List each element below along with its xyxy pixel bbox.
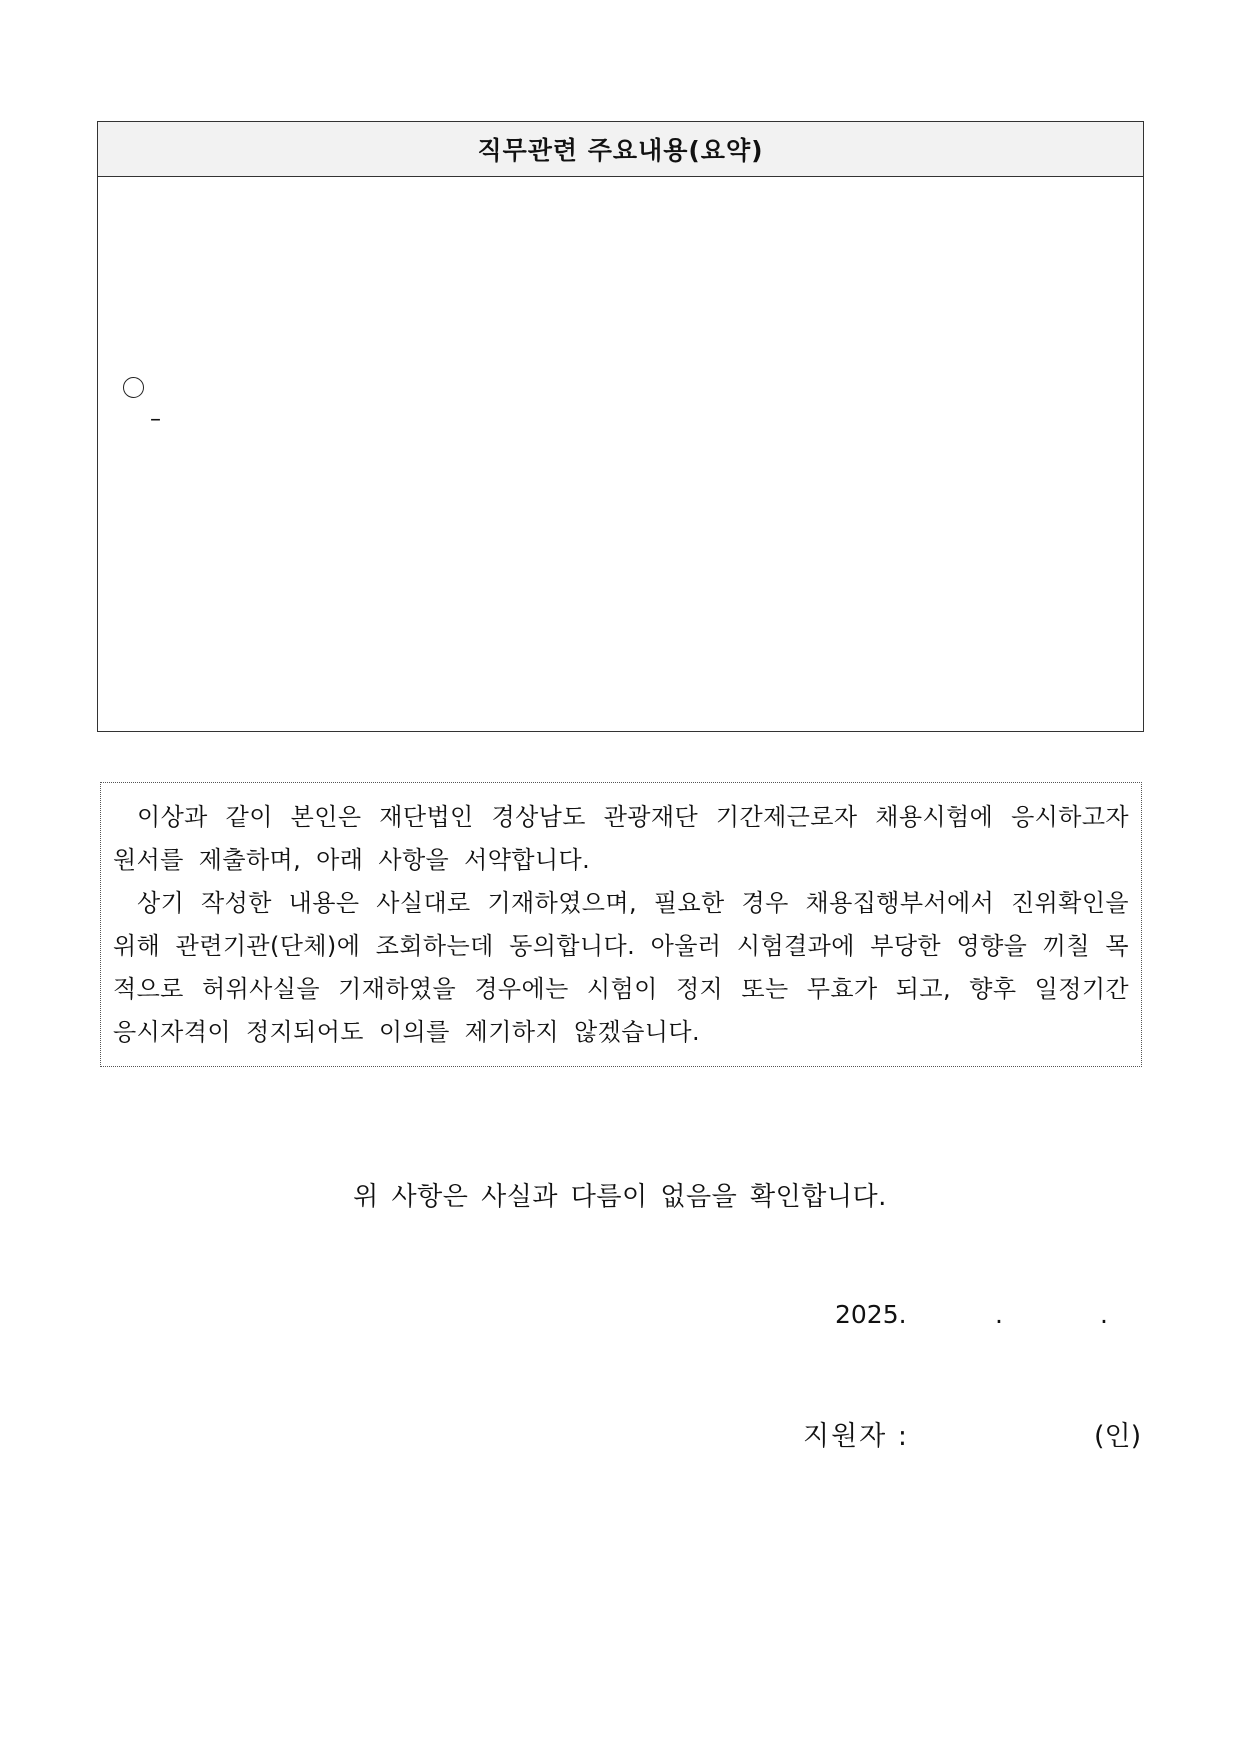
pledge-box — [100, 782, 1142, 1067]
signature-line — [0, 1414, 1240, 1450]
circle-bullet-icon — [123, 377, 144, 398]
date-year: 2025. — [835, 1300, 907, 1329]
pledge-paragraph-2: 상기 작성한 내용은 사실대로 기재하였으며, 필요한 경우 채용집행부서에서 진위확인을 위해 관련기관(단체)에 조회하는데 동의합니다. 아울러 시험결과에 부당한 영향을 끼칠 목적으로 허위사실을 기재하였을 경우에는 시험이 정지 또는 무효가 되고, 향후 일정기간 응시자격이 정지되어도 이의를 제기하지 않겠습니다. — [113, 889, 1129, 1046]
date-line — [835, 1300, 1135, 1334]
pledge-paragraph-1: 이상과 같이 본인은 재단법인 경상남도 관광재단 기간제근로자 채용시험에 응시하고자 원서를 제출하며, 아래 사항을 서약합니다. — [113, 803, 1129, 874]
date-day-dot: . — [1100, 1300, 1108, 1329]
summary-header: 직무관련 주요내용(요약) — [98, 122, 1143, 177]
seal-mark: (인) — [1094, 1421, 1142, 1452]
confirmation-statement: 위 사항은 사실과 다름이 없음을 확인합니다. — [353, 1182, 887, 1212]
job-summary-box — [97, 121, 1144, 732]
date-month-dot: . — [995, 1300, 1003, 1329]
summary-body[interactable] — [98, 177, 1143, 732]
dash-bullet: – — [150, 407, 161, 432]
applicant-label: 지원자 : — [803, 1421, 909, 1452]
